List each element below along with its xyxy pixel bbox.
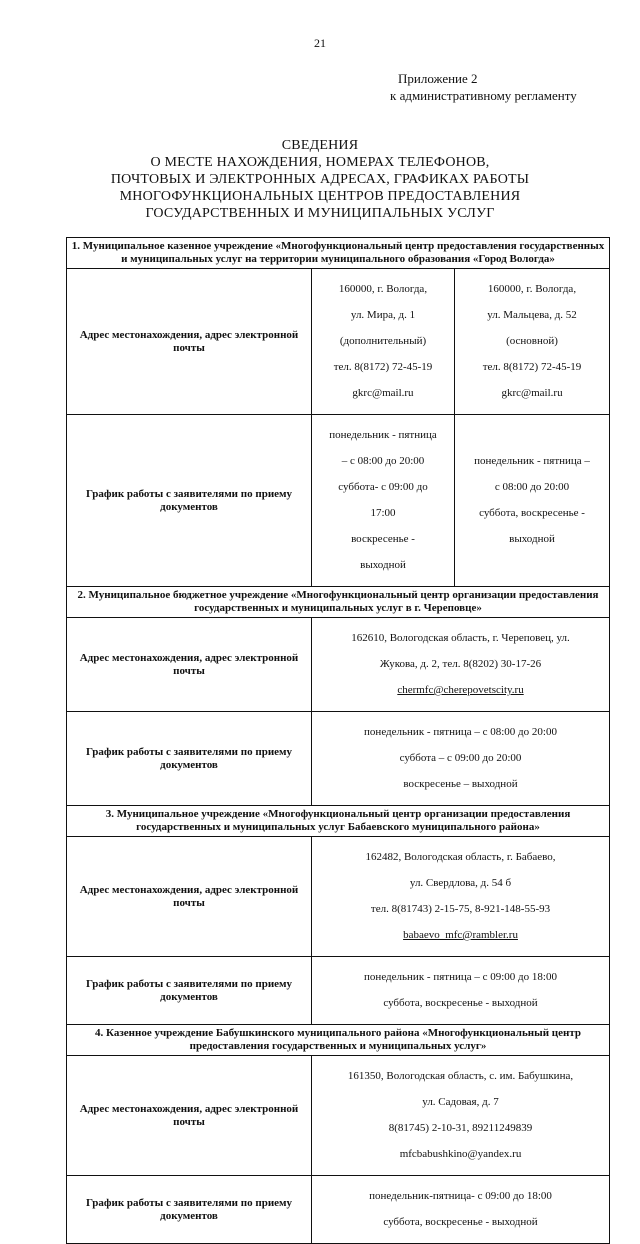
- section-heading-row: [67, 238, 610, 269]
- address-line: ул. Садовая, д. 7: [422, 1096, 499, 1108]
- address-value: [312, 837, 610, 957]
- schedule-line: суббота, воскресенье -: [479, 507, 585, 519]
- address-row: [67, 618, 610, 712]
- phone-line: 8(81745) 2-10-31, 89211249839: [388, 1122, 533, 1134]
- address-value: [455, 269, 610, 415]
- title-line: ПОЧТОВЫХ И ЭЛЕКТРОННЫХ АДРЕСАХ, ГРАФИКАХ РАБОТЫ: [110, 172, 530, 187]
- schedule-label: График работы с заявителями по приему документов: [67, 712, 312, 806]
- email-link[interactable]: babaevo_mfc@rambler.ru: [403, 929, 518, 941]
- schedule-label: График работы с заявителями по приему документов: [67, 957, 312, 1025]
- schedule-line: понедельник - пятница –: [474, 455, 590, 467]
- section-heading-row: [67, 1025, 610, 1056]
- section-heading: 4. Казенное учреждение Бабушкинского муниципального района «Многофункциональный центр предоставления государственных и муниципальных услуг»: [67, 1025, 610, 1056]
- phone-line: тел. 8(8172) 72-45-19: [482, 361, 582, 373]
- schedule-line: выходной: [509, 533, 555, 545]
- schedule-line: – с 08:00 до 20:00: [341, 455, 425, 467]
- schedule-row: [67, 1176, 610, 1244]
- schedule-line: понедельник-пятница- с 09:00 до 18:00: [369, 1190, 552, 1202]
- schedule-label: График работы с заявителями по приему документов: [67, 415, 312, 587]
- address-value: [312, 1056, 610, 1176]
- section-heading-row: [67, 587, 610, 618]
- address-line: Жукова, д. 2, тел. 8(8202) 30-17-26: [379, 658, 542, 670]
- appendix-note: [390, 70, 577, 104]
- section-heading: 3. Муниципальное учреждение «Многофункциональный центр организации предоставления государственных и муниципальных услуг Бабаевского муниципального района»: [67, 806, 610, 837]
- address-line: ул. Мира, д. 1: [350, 309, 416, 321]
- schedule-line: воскресенье – выходной: [403, 778, 518, 790]
- schedule-line: с 08:00 до 20:00: [494, 481, 570, 493]
- schedule-value: [455, 415, 610, 587]
- address-line: ул. Свердлова, д. 54 б: [409, 877, 512, 889]
- page-number: 21: [314, 36, 326, 50]
- schedule-line: суббота, воскресенье - выходной: [383, 1216, 538, 1228]
- address-line: (дополнительный): [339, 335, 427, 347]
- mfc-info-table: [66, 237, 610, 1244]
- appendix-line-2: к административному регламенту: [390, 88, 577, 103]
- phone-line: тел. 8(8172) 72-45-19: [333, 361, 433, 373]
- address-label: Адрес местонахождения, адрес электронной почты: [67, 1056, 312, 1176]
- schedule-line: суббота – с 09:00 до 20:00: [399, 752, 522, 764]
- address-line: (основной): [506, 335, 558, 347]
- schedule-line: воскресенье -: [351, 533, 415, 545]
- email-text: gkrc@mail.ru: [501, 387, 563, 399]
- title-line: О МЕСТЕ НАХОЖДЕНИЯ, НОМЕРАХ ТЕЛЕФОНОВ,: [150, 155, 490, 170]
- appendix-line-1: Приложение 2: [398, 71, 478, 86]
- schedule-line: понедельник - пятница: [329, 429, 437, 441]
- address-line: 162610, Вологодская область, г. Череповец, ул.: [351, 632, 570, 644]
- schedule-line: суббота- с 09:00 до: [338, 481, 428, 493]
- email-text: gkrc@mail.ru: [352, 387, 414, 399]
- schedule-value: [312, 712, 610, 806]
- address-line: 160000, г. Вологда,: [338, 283, 428, 295]
- schedule-line: понедельник - пятница – с 09:00 до 18:00: [364, 971, 557, 983]
- section-heading: 2. Муниципальное бюджетное учреждение «Многофункциональный центр организации предоставления государственных и муниципальных услуг в г. Череповце»: [67, 587, 610, 618]
- address-label: Адрес местонахождения, адрес электронной почты: [67, 837, 312, 957]
- address-line: 160000, г. Вологда,: [487, 283, 577, 295]
- schedule-line: суббота, воскресенье - выходной: [383, 997, 538, 1009]
- schedule-line: выходной: [360, 559, 406, 571]
- title-line: ГОСУДАРСТВЕННЫХ И МУНИЦИПАЛЬНЫХ УСЛУГ: [145, 206, 495, 221]
- section-heading: 1. Муниципальное казенное учреждение «Многофункциональный центр предоставления государственных и муниципальных услуг на территории муниципального образования «Город Вологда»: [67, 238, 610, 269]
- address-line: 162482, Вологодская область, г. Бабаево,: [365, 851, 556, 863]
- title-line: МНОГОФУНКЦИОНАЛЬНЫХ ЦЕНТРОВ ПРЕДОСТАВЛЕНИЯ: [119, 189, 521, 204]
- email-link[interactable]: chermfc@cherepovetscity.ru: [397, 684, 524, 696]
- schedule-label: График работы с заявителями по приему документов: [67, 1176, 312, 1244]
- address-label: Адрес местонахождения, адрес электронной почты: [67, 269, 312, 415]
- address-line: 161350, Вологодская область, с. им. Бабушкина,: [347, 1070, 574, 1082]
- email-text: mfcbabushkino@yandex.ru: [399, 1148, 522, 1160]
- address-line: ул. Мальцева, д. 52: [487, 309, 577, 321]
- address-label: Адрес местонахождения, адрес электронной почты: [67, 618, 312, 712]
- address-row: [67, 1056, 610, 1176]
- schedule-line: понедельник - пятница – с 08:00 до 20:00: [364, 726, 557, 738]
- schedule-line: 17:00: [370, 507, 396, 519]
- schedule-value: [312, 957, 610, 1025]
- section-heading-row: [67, 806, 610, 837]
- document-title: [40, 137, 600, 222]
- title-line: СВЕДЕНИЯ: [281, 138, 359, 153]
- address-value: [312, 618, 610, 712]
- schedule-row: [67, 957, 610, 1025]
- address-value: [312, 269, 455, 415]
- schedule-row: [67, 712, 610, 806]
- schedule-value: [312, 415, 455, 587]
- schedule-row: [67, 415, 610, 587]
- address-row: [67, 837, 610, 957]
- schedule-value: [312, 1176, 610, 1244]
- phone-line: тел. 8(81743) 2-15-75, 8-921-148-55-93: [370, 903, 551, 915]
- address-row: [67, 269, 610, 415]
